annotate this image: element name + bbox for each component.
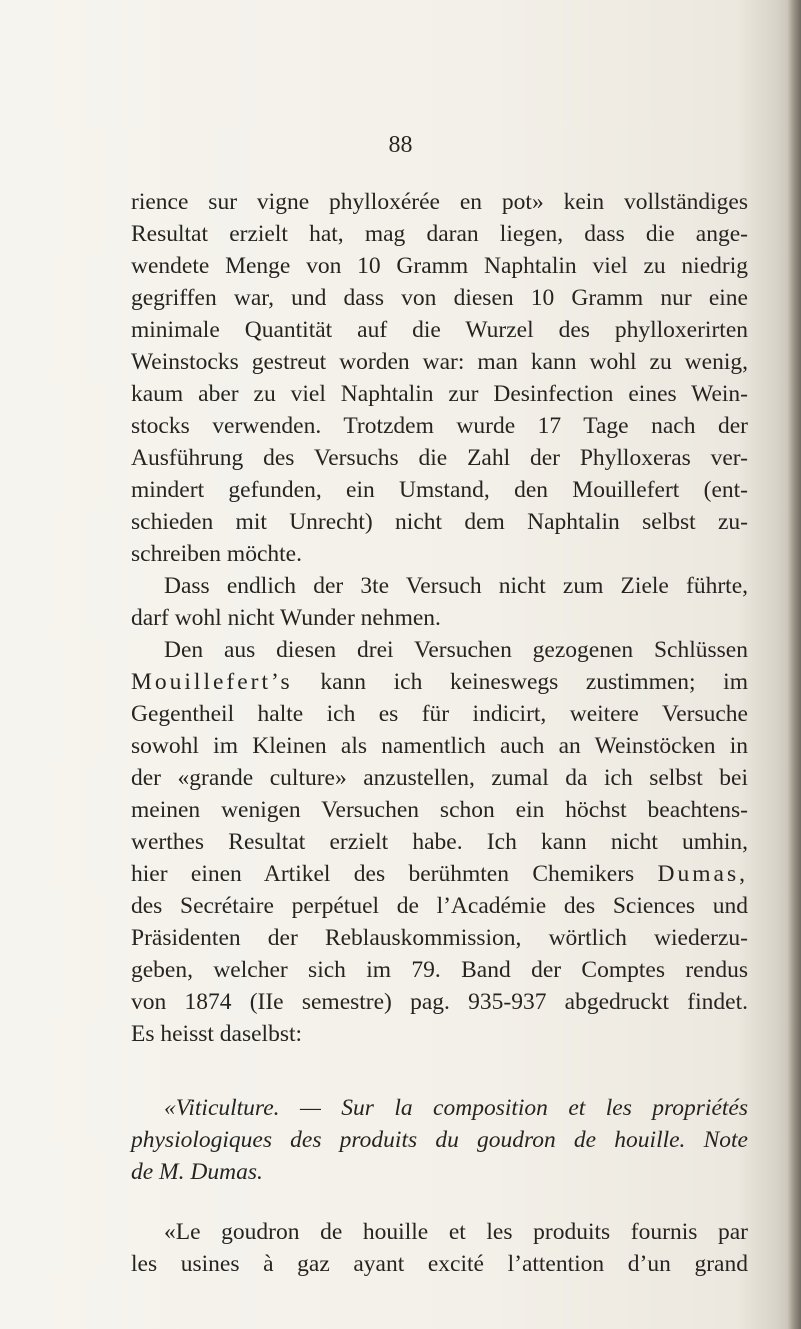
text-line: von 1874 (IIe semestre) pag. 935-937 abgedruckt findet. bbox=[131, 989, 748, 1015]
text-line: rience sur vigne phylloxérée en pot» kein vollständiges bbox=[131, 189, 748, 215]
text-line: schieden mit Unrecht) nicht dem Naphtalin selbst zu- bbox=[131, 509, 748, 535]
page-number: 88 bbox=[388, 132, 413, 158]
text-line: des Secrétaire perpétuel de l’Académie des Sciences und bbox=[131, 893, 748, 919]
text-line: geben, welcher sich im 79. Band der Comptes rendus bbox=[131, 957, 748, 983]
text-fragment: hier einen Artikel des berühmten Chemikers bbox=[131, 861, 658, 887]
text-line: wendete Menge von 10 Gramm Naphtalin viel zu niedrig bbox=[131, 253, 748, 279]
text-line: Ausführung des Versuchs die Zahl der Phylloxeras ver- bbox=[131, 445, 748, 471]
text-line: «Viticulture. — Sur la composition et les propriétés bbox=[164, 1095, 748, 1121]
text-line: meinen wenigen Versuchen schon ein höchst beachtens- bbox=[131, 797, 748, 823]
text-line: stocks verwenden. Trotzdem wurde 17 Tage nach der bbox=[131, 413, 748, 439]
text-line: Resultat erzielt hat, mag daran liegen, dass die ange- bbox=[131, 221, 748, 247]
text-line: Den aus diesen drei Versuchen gezogenen Schlüssen bbox=[164, 637, 748, 663]
text-line: werthes Resultat erzielt habe. Ich kann nicht umhin, bbox=[131, 829, 748, 855]
text-line: Gegentheil halte ich es für indicirt, weitere Versuche bbox=[131, 701, 748, 727]
text-line: schreiben möchte. bbox=[131, 541, 302, 567]
quoted-title bbox=[131, 1092, 748, 1188]
text-line: minimale Quantität auf die Wurzel des phylloxerirten bbox=[131, 317, 748, 343]
author-name-mouillefert: Mouillefert’s bbox=[131, 669, 293, 695]
text-line bbox=[131, 858, 748, 890]
text-line bbox=[131, 666, 748, 698]
paragraph-2 bbox=[131, 570, 748, 634]
text-line: physiologiques des produits du goudron de houille. Note bbox=[131, 1127, 748, 1153]
book-spine-shadow bbox=[787, 0, 801, 1329]
paragraph-1 bbox=[131, 186, 748, 570]
text-line: gegriffen war, und dass von diesen 10 Gramm nur eine bbox=[131, 285, 748, 311]
text-line: kaum aber zu viel Naphtalin zur Desinfection eines Wein- bbox=[131, 381, 748, 407]
text-line: Präsidenten der Reblauskommission, wörtlich wiederzu- bbox=[131, 925, 748, 951]
text-line: «Le goudron de houille et les produits fournis par bbox=[164, 1219, 748, 1245]
text-line: Dass endlich der 3te Versuch nicht zum Ziele führte, bbox=[164, 573, 748, 599]
text-line: Es heisst daselbst: bbox=[131, 1021, 303, 1047]
text-line: de M. Dumas. bbox=[131, 1159, 263, 1185]
text-line: Weinstocks gestreut worden war: man kann wohl zu wenig, bbox=[131, 349, 748, 375]
text-line: sowohl im Kleinen als namentlich auch an Weinstöcken in bbox=[131, 733, 748, 759]
text-fragment: kann ich keineswegs zustimmen; im bbox=[292, 669, 748, 695]
author-name-dumas: Dumas, bbox=[657, 861, 748, 887]
text-line: les usines à gaz ayant excité l’attention d’un grand bbox=[131, 1251, 748, 1277]
text-line: mindert gefunden, ein Umstand, den Mouillefert (ent- bbox=[131, 477, 748, 503]
paragraph-5 bbox=[131, 1216, 748, 1280]
text-line: darf wohl nicht Wunder nehmen. bbox=[131, 605, 441, 631]
paragraph-3 bbox=[131, 634, 748, 1050]
text-line: der «grande culture» anzustellen, zumal da ich selbst bei bbox=[131, 765, 748, 791]
